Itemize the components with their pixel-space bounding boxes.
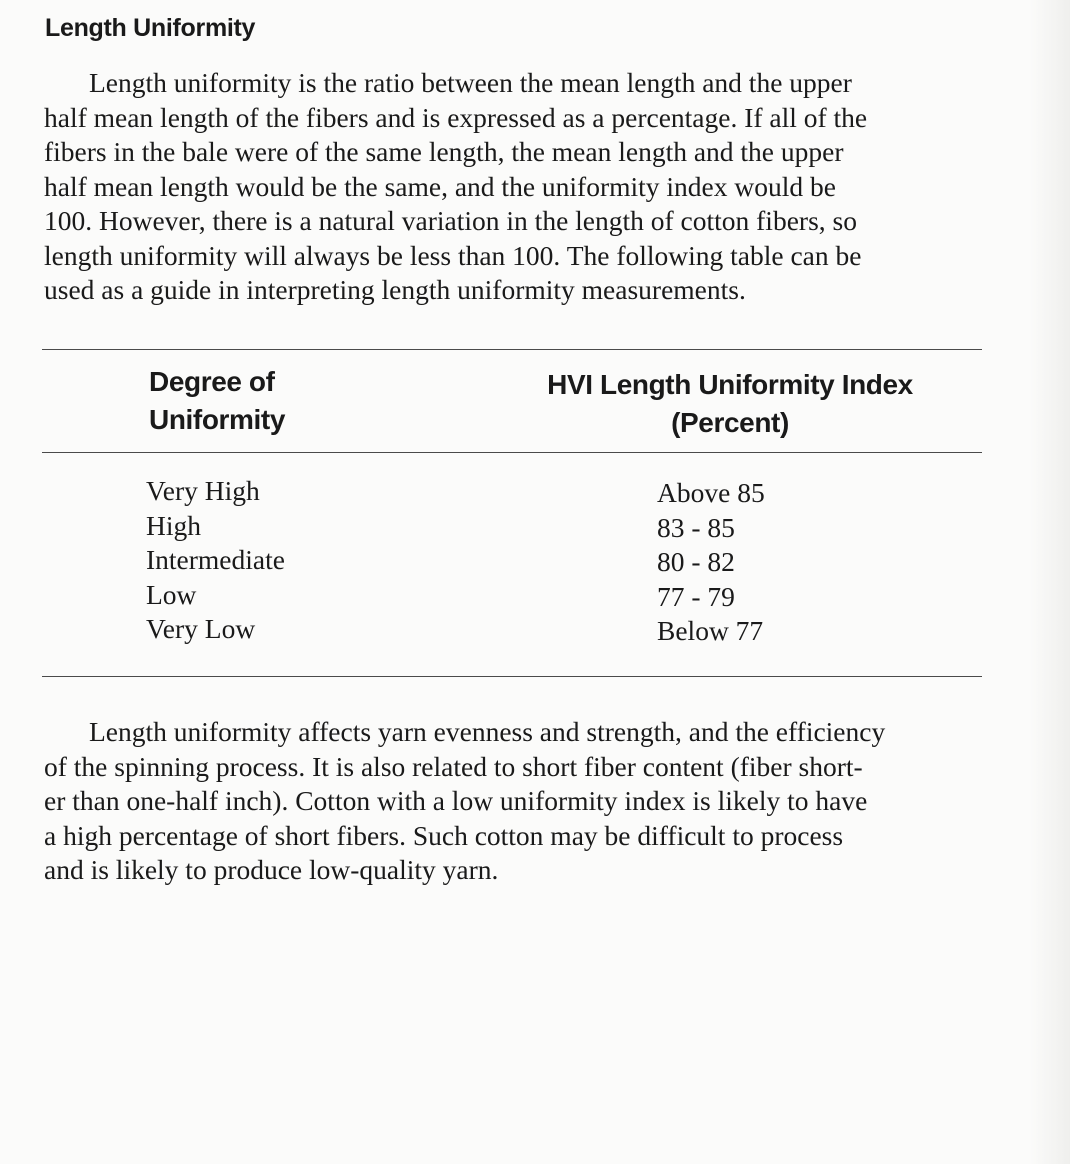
paragraph-line: 100. However, there is a natural variation in the length of cotton fibers, so: [44, 205, 857, 236]
paragraph-line: half mean length would be the same, and the uniformity index would be: [44, 170, 836, 202]
header-line: (Percent): [671, 407, 789, 438]
paragraph-line: a high percentage of short fibers. Such cotton may be difficult to process: [44, 819, 844, 851]
table-cell-index: Above 85: [657, 477, 765, 508]
paragraph-line: of the spinning process. It is also related to short fiber content (fiber short-: [44, 750, 863, 782]
table-cell-index: 77 - 79: [657, 580, 735, 612]
closing-paragraph: [44, 715, 979, 888]
header-line: Degree of: [149, 366, 275, 397]
table-top-rule: [42, 349, 982, 350]
table-cell-index: Below 77: [657, 615, 764, 646]
section-heading: Length Uniformity: [45, 14, 256, 42]
table-cell-degree: Very Low: [146, 613, 256, 644]
table-header-rule: [42, 452, 982, 453]
table-cell-degree: High: [146, 509, 201, 541]
paragraph-line: er than one-half inch). Cotton with a low uniformity index is likely to have: [44, 785, 868, 816]
table-cell-degree: Intermediate: [146, 544, 285, 575]
table-column-index: [657, 476, 765, 649]
paragraph-line: length uniformity will always be less than 100. The following table can be: [44, 239, 862, 271]
table-cell-index: 80 - 82: [657, 546, 735, 577]
table-header-degree: [149, 363, 285, 439]
table-cell-degree: Low: [146, 578, 197, 610]
table-column-degree: [146, 474, 285, 647]
header-line: Uniformity: [149, 404, 286, 435]
table-header-index: [500, 366, 960, 442]
table-cell-index: 83 - 85: [657, 511, 735, 543]
table-bottom-rule: [42, 676, 982, 677]
intro-paragraph: [44, 66, 979, 308]
paragraph-line: used as a guide in interpreting length uniformity measurements.: [44, 274, 746, 305]
paragraph-line: and is likely to produce low-quality yarn.: [44, 854, 499, 885]
paragraph-line: half mean length of the fibers and is expressed as a percentage. If all of the: [44, 101, 868, 133]
header-line: HVI Length Uniformity Index: [547, 369, 913, 400]
table-cell-degree: Very High: [146, 475, 260, 506]
page-edge-shadow: [1030, 0, 1070, 1164]
paragraph-line: Length uniformity affects yarn evenness and strength, and the efficiency: [89, 716, 886, 747]
paragraph-line: Length uniformity is the ratio between the mean length and the upper: [89, 67, 852, 98]
paragraph-line: fibers in the bale were of the same length, the mean length and the upper: [44, 136, 844, 167]
